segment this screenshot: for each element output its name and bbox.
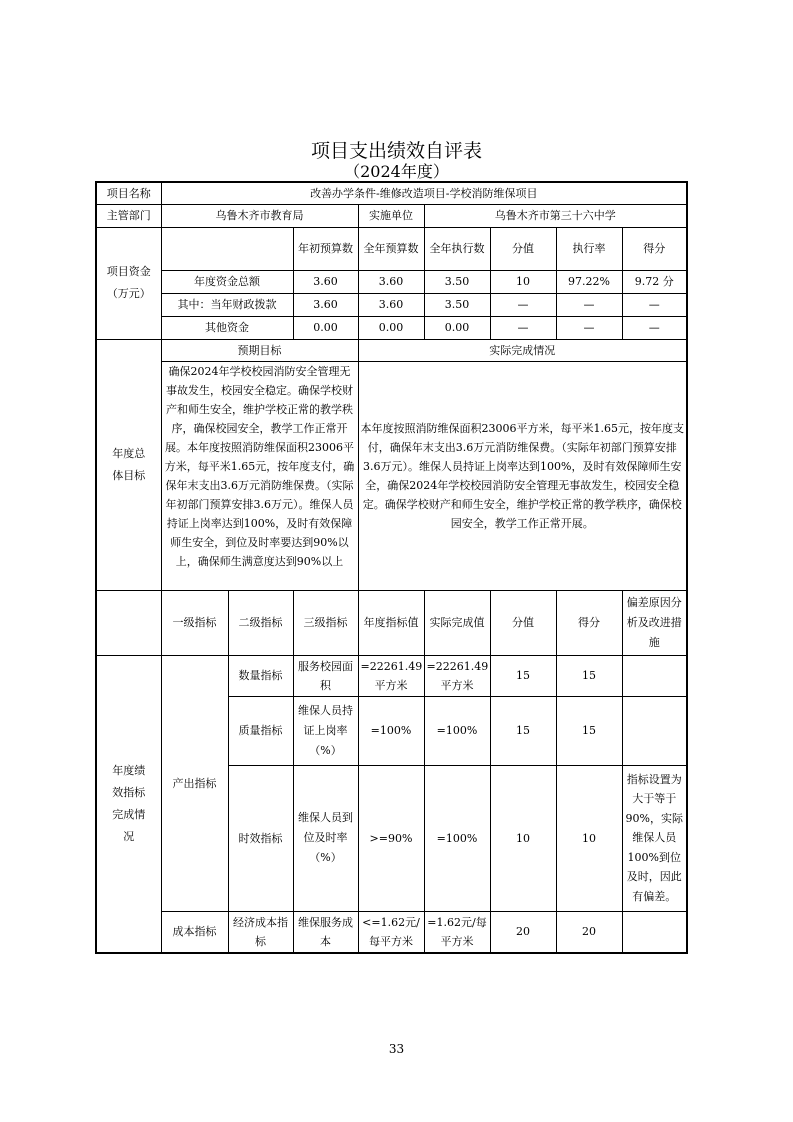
actual-cell: =100% <box>424 765 490 911</box>
score-cell: 15 <box>490 655 556 696</box>
actual-cell: =22261.49平方米 <box>424 655 490 696</box>
funds-cell: 0.00 <box>293 316 358 339</box>
row-funds-total <box>96 270 687 293</box>
row-funds-header <box>96 227 687 270</box>
note-cell <box>622 655 687 696</box>
actual-cell: =1.62元/每平方米 <box>424 911 490 953</box>
funds-header-2: 全年执行数 <box>424 227 490 270</box>
funds-header-3: 分值 <box>490 227 556 270</box>
goals-label: 年度总体目标 <box>96 339 161 590</box>
level3-cell: 维保服务成本 <box>293 911 358 953</box>
level2-cell: 经济成本指标 <box>228 911 293 953</box>
row-goals-header <box>96 339 687 361</box>
funds-cell: 3.50 <box>424 293 490 316</box>
got-cell: 10 <box>556 765 622 911</box>
funds-cell: — <box>490 293 556 316</box>
level3-cell: 维保人员到位及时率（%） <box>293 765 358 911</box>
funds-cell: — <box>556 293 622 316</box>
funds-cell: — <box>556 316 622 339</box>
page-title: 项目支出绩效自评表 <box>310 140 482 162</box>
expected-goal-header: 预期目标 <box>161 339 358 361</box>
level2-cell: 质量指标 <box>228 696 293 765</box>
page-subtitle: （2024年度） <box>344 162 449 181</box>
row-funds-fiscal <box>96 293 687 316</box>
indicator-header: 一级指标 <box>161 590 228 655</box>
got-cell: 20 <box>556 911 622 953</box>
page-number: 33 <box>388 1042 405 1056</box>
funds-header-5: 得分 <box>622 227 687 270</box>
indicator-row <box>96 911 687 953</box>
actual-cell: =100% <box>424 696 490 765</box>
note-cell <box>622 696 687 765</box>
got-cell: 15 <box>556 655 622 696</box>
got-cell: 15 <box>556 696 622 765</box>
performance-section-label: 年度绩效指标完成情况 <box>96 655 161 953</box>
level2-cell: 时效指标 <box>228 765 293 911</box>
score-cell: 20 <box>490 911 556 953</box>
funds-cell: 3.50 <box>424 270 490 293</box>
actual-result-header: 实际完成情况 <box>358 339 687 361</box>
expected-goal-text: 确保2024年学校校园消防安全管理无事故发生，校园安全稳定。确保学校财产和师生安全，维护学校正常的教学秩序，确保校园安全，教学工作正常开展。本年度按照消防维保面积23006平方米，每平米1.65元，按年度支付，确保年末支出3.6万元消防维保费。（实际年初部门预算安排3.6万元）。维保人员持证上岗率达到100%，及时有效保障师生安全，到位及时率要达到90%以上，确保师生满意度达到90%以上 <box>161 361 358 590</box>
performance-table <box>95 181 688 954</box>
indicator-header: 年度指标值 <box>358 590 424 655</box>
level2-cell: 数量指标 <box>228 655 293 696</box>
score-cell: 15 <box>490 696 556 765</box>
indicator-header: 三级指标 <box>293 590 358 655</box>
funds-header-4: 执行率 <box>556 227 622 270</box>
funds-cell: 0.00 <box>424 316 490 339</box>
funds-cell: — <box>622 293 687 316</box>
dept-label: 主管部门 <box>96 204 161 227</box>
funds-cell: 97.22% <box>556 270 622 293</box>
note-cell <box>622 911 687 953</box>
funds-header-0: 年初预算数 <box>293 227 358 270</box>
funds-cell: 9.72 分 <box>622 270 687 293</box>
indicator-header: 实际完成值 <box>424 590 490 655</box>
actual-result-text: 本年度按照消防维保面积23006平方米，每平米1.65元，按年度支付，确保年末支出3.6万元消防维保费。（实际年初部门预算安排3.6万元）。维保人员持证上岗率达到100%，及时有效保障师生安全，确保2024年学校校园消防安全管理无事故发生，校园安全稳定。确保学校财产和师生安全，维护学校正常的教学秩序，确保校园安全，教学工作正常开展。 <box>358 361 687 590</box>
funds-cell: 3.60 <box>293 270 358 293</box>
indicator-header: 分值 <box>490 590 556 655</box>
indicator-header: 偏差原因分析及改进措施 <box>622 590 687 655</box>
unit-value: 乌鲁木齐市第三十六中学 <box>424 204 687 227</box>
funds-cell: — <box>490 316 556 339</box>
indicator-header: 二级指标 <box>228 590 293 655</box>
funds-header-blank <box>161 227 293 270</box>
row-funds-other <box>96 316 687 339</box>
funds-row-label: 其中：当年财政拨款 <box>161 293 293 316</box>
target-cell: =22261.49平方米 <box>358 655 424 696</box>
funds-cell: 0.00 <box>358 316 424 339</box>
cost-indicator-label: 成本指标 <box>161 911 228 953</box>
note-cell: 指标设置为大于等于90%，实际维保人员100%到位及时，因此有偏差。 <box>622 765 687 911</box>
project-name-value: 改善办学条件-维修改造项目-学校消防维保项目 <box>161 182 687 204</box>
target-cell: <=1.62元/每平方米 <box>358 911 424 953</box>
funds-header-1: 全年预算数 <box>358 227 424 270</box>
score-cell: 10 <box>490 765 556 911</box>
funds-cell: 10 <box>490 270 556 293</box>
row-goals-body <box>96 361 687 590</box>
row-indicator-header <box>96 590 687 655</box>
level3-cell: 维保人员持证上岗率（%） <box>293 696 358 765</box>
row-dept <box>96 204 687 227</box>
unit-label: 实施单位 <box>358 204 424 227</box>
indicator-header-blank <box>96 590 161 655</box>
output-indicator-label: 产出指标 <box>161 655 228 911</box>
funds-cell: 3.60 <box>358 293 424 316</box>
target-cell: =100% <box>358 696 424 765</box>
funds-cell: — <box>622 316 687 339</box>
funds-label: 项目资金 （万元） <box>96 227 161 339</box>
project-name-label: 项目名称 <box>96 182 161 204</box>
level3-cell: 服务校园面积 <box>293 655 358 696</box>
dept-value: 乌鲁木齐市教育局 <box>161 204 358 227</box>
funds-cell: 3.60 <box>358 270 424 293</box>
funds-row-label: 年度资金总额 <box>161 270 293 293</box>
funds-row-label: 其他资金 <box>161 316 293 339</box>
target-cell: >=90% <box>358 765 424 911</box>
row-project-name <box>96 182 687 204</box>
indicator-header: 得分 <box>556 590 622 655</box>
indicator-row <box>96 655 687 696</box>
funds-cell: 3.60 <box>293 293 358 316</box>
